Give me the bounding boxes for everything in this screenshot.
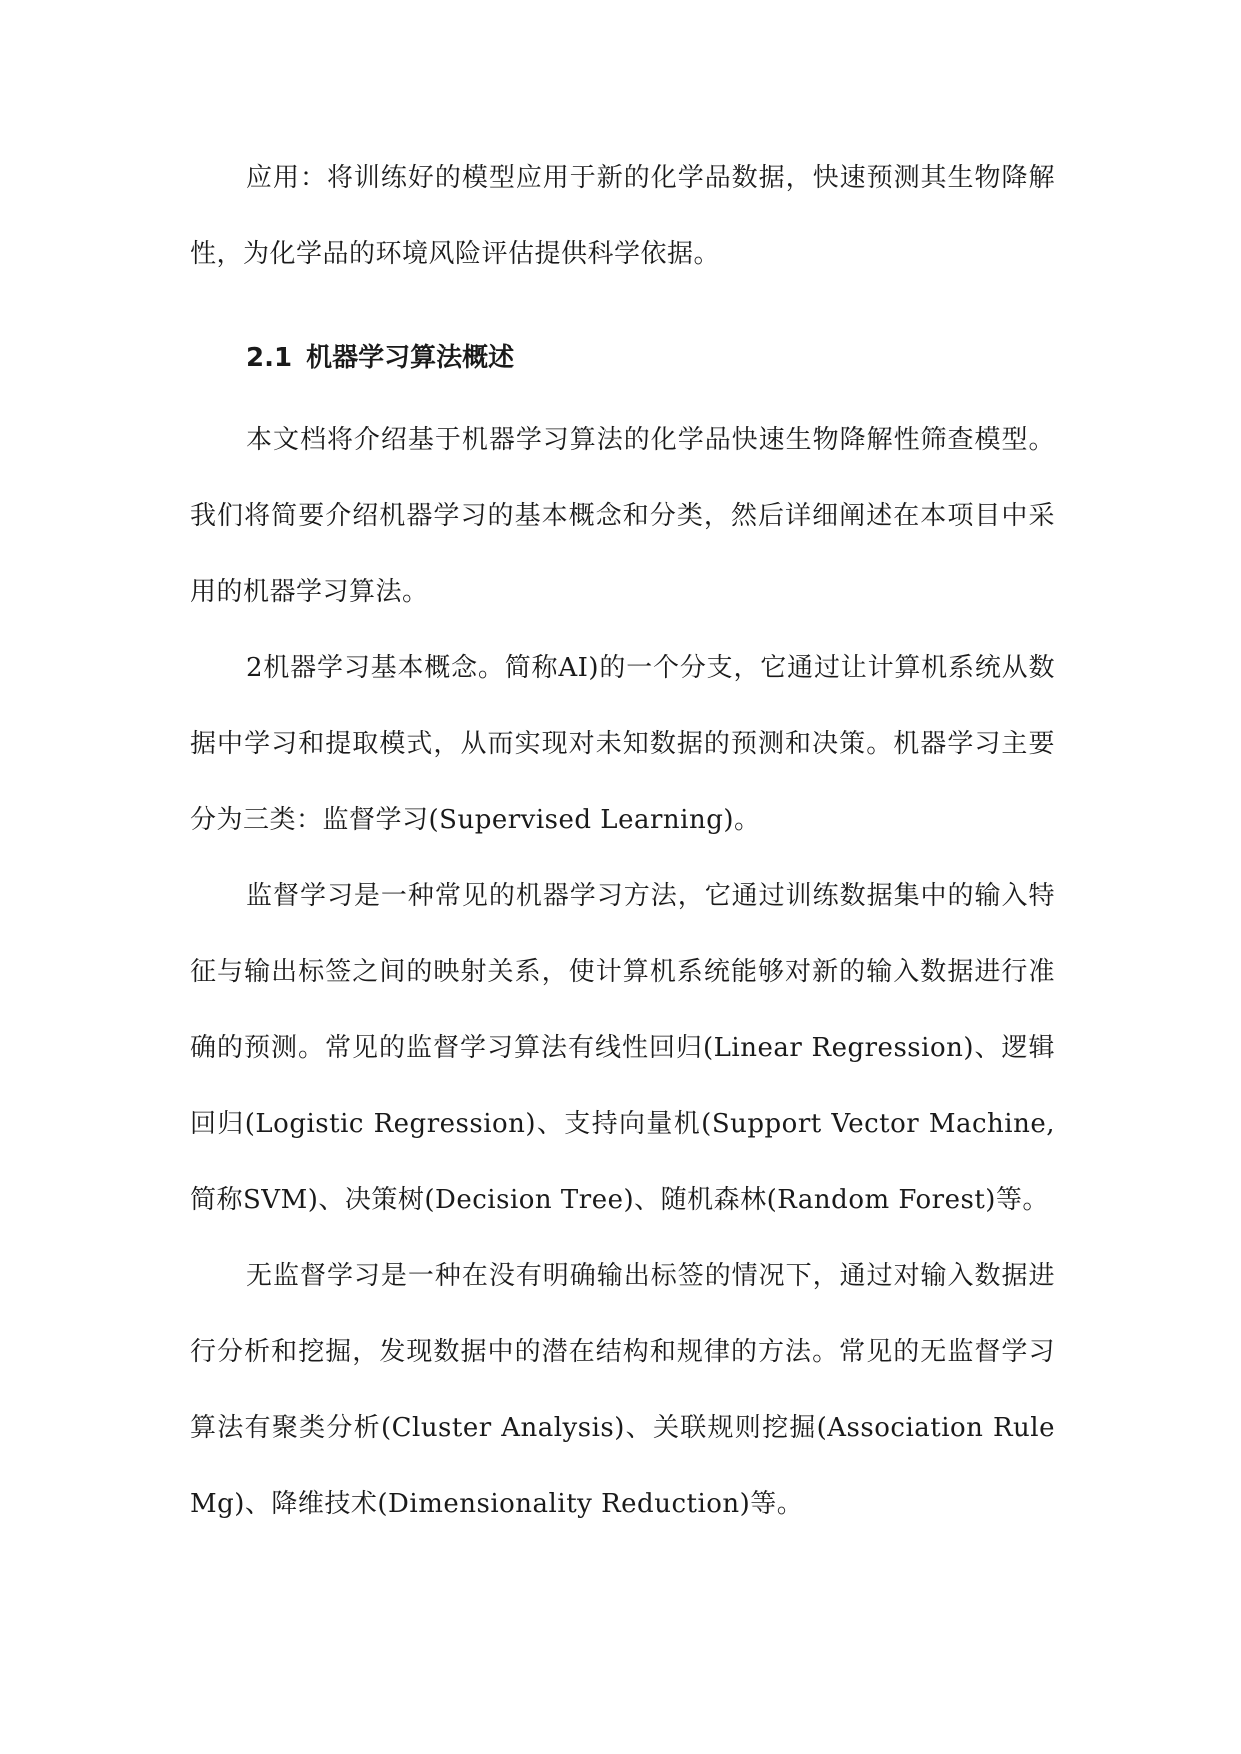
paragraph-overview: 本文档将介绍基于机器学习算法的化学品快速生物降解性筛查模型。我们将简要介绍机器学习的基本概念和分类，然后详细阐述在本项目中采用的机器学习算法。 bbox=[190, 425, 1055, 607]
intro-paragraph: 应用：将训练好的模型应用于新的化学品数据，快速预测其生物降解性，为化学品的环境风险评估提供科学依据。 bbox=[190, 163, 1055, 269]
section-heading bbox=[190, 320, 1055, 396]
document-body bbox=[190, 140, 1055, 1542]
section-title: 机器学习算法概述 bbox=[306, 343, 515, 373]
paragraph-basic-concepts: 2机器学习基本概念。简称AI)的一个分支，它通过让计算机系统从数据中学习和提取模式，从而实现对未知数据的预测和决策。机器学习主要分为三类：监督学习(Supervised Learning)。 bbox=[190, 653, 1055, 835]
paragraph-unsupervised-learning: 无监督学习是一种在没有明确输出标签的情况下，通过对输入数据进行分析和挖掘，发现数据中的潜在结构和规律的方法。常见的无监督学习算法有聚类分析(Cluster Analysis)、关联规则挖掘(Association Rule Mg)、降维技术(Dimensionality Reduction)等。 bbox=[190, 1261, 1055, 1519]
paragraph-supervised-learning: 监督学习是一种常见的机器学习方法，它通过训练数据集中的输入特征与输出标签之间的映射关系，使计算机系统能够对新的输入数据进行准确的预测。常见的监督学习算法有线性回归(Linear Regression)、逻辑回归(Logistic Regression)、支持向量机(Support Vector Machine,简称SVM)、决策树(Decision Tree)、随机森林(Random Forest)等。 bbox=[190, 881, 1055, 1215]
section-number: 2.1 bbox=[246, 343, 293, 373]
